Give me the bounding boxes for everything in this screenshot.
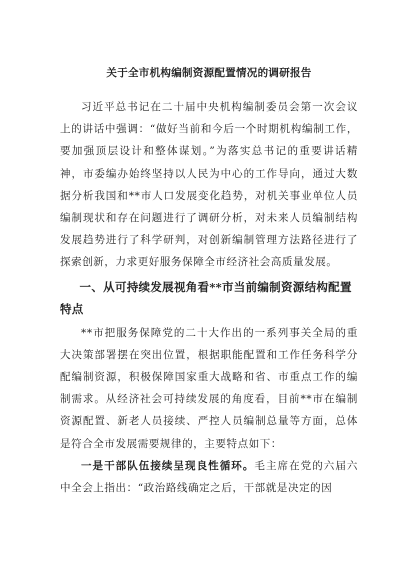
document-title: 关于全市机构编制资源配置情况的调研报告 — [106, 67, 312, 79]
intro-paragraph: 习近平总书记在二十届中央机构编制委员会第一次会议上的讲话中强调：“做好当前和今后一个时期机构编制工作，要加强顶层设计和整体谋划。”为落实总书记的重要讲话精神，市委编办始终坚持以人民为中心的工作导向，通过大数据分析我国和**市人口发展变化趋势，对机关事业单位人员编制现状和存在问题进行了调研分析，对未来人员编制结构发展趋势进行了科学研判，对创新编制管理方法路径进行了探索创新，力求更好服务保障全市经济社会高质量发展。 — [60, 101, 358, 269]
point-lead: 一是干部队伍接续呈现良性循环。 — [81, 459, 255, 472]
section-heading: 一、从可持续发展视角看**市当前编制资源结构配置特点 — [60, 279, 352, 316]
section-body-paragraph: **市把服务保障党的二十大作出的一系列事关全局的重大决策部署摆在突出位置，根据职能配置和工作任务科学分配编制资源，积极保障国家重大战略和省、市重点工作的编制需求。从经济社会可持续发展的角度看，目前**市在编制资源配置、新老人员接续、严控人员编制总量等方面，总体是符合全市发展需要规律的，主要特点如下： — [60, 326, 358, 450]
point-text: 毛主席在党的六届六中全会上指出：“政治路线确定之后，干部就是决定的因 — [60, 459, 359, 495]
point-paragraph — [60, 455, 358, 499]
